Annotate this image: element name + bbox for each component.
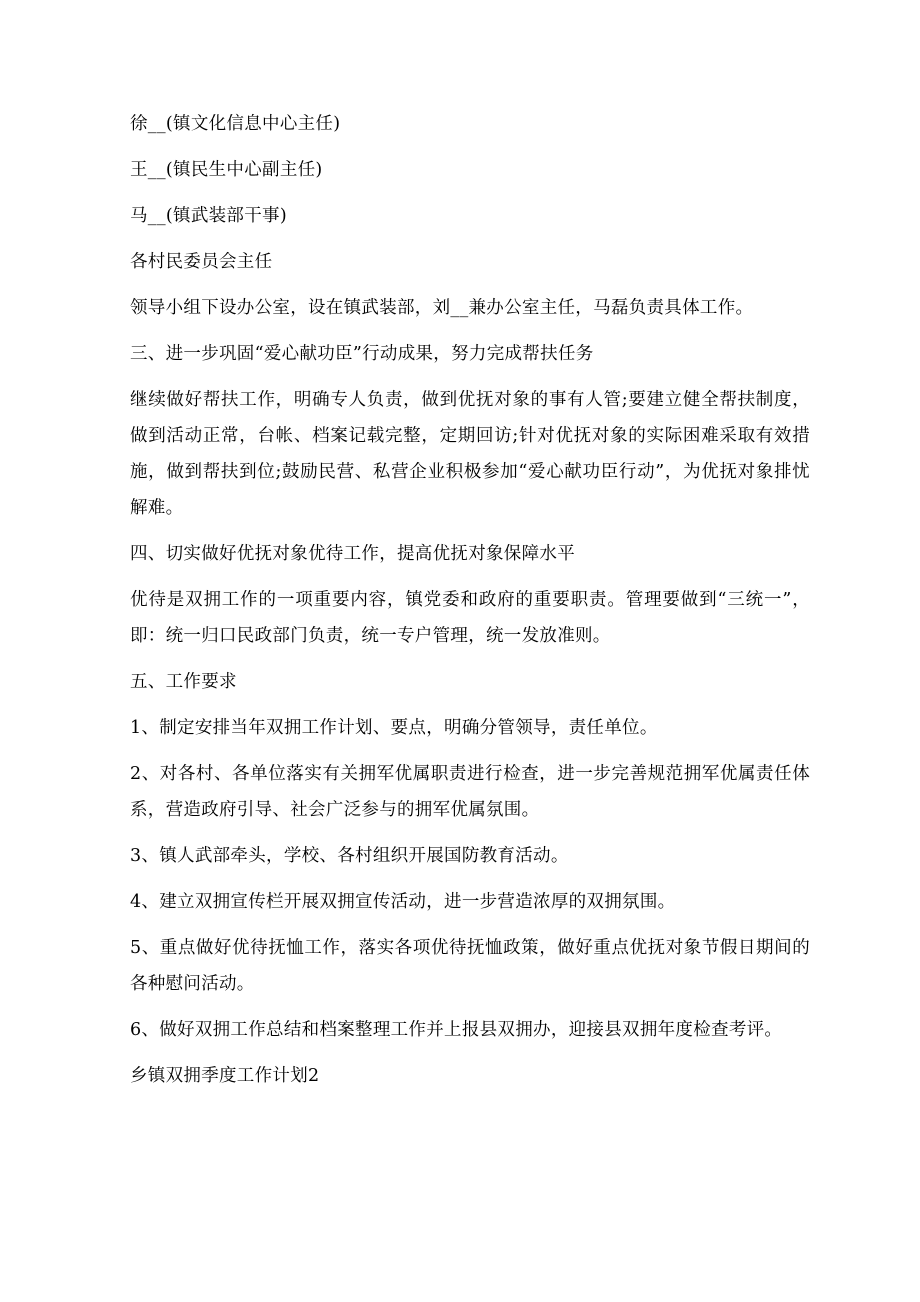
- member-ma: 马__(镇武装部干事): [130, 206, 287, 226]
- member-xu: 徐__(镇文化信息中心主任): [130, 114, 341, 134]
- requirement-item-2: 2、对各村、各单位落实有关拥军优属职责进行检查，进一步完善规范拥军优属责任体系，营造政府引导、社会广泛参与的拥军优属氛围。: [130, 764, 810, 820]
- requirement-item-3: 3、镇人武部牵头，学校、各村组织开展国防教育活动。: [130, 846, 569, 866]
- document-body: [130, 106, 810, 1094]
- next-plan-title: 乡镇双拥季度工作计划2: [130, 1066, 320, 1086]
- section-3-body: 继续做好帮扶工作，明确专人负责，做到优抚对象的事有人管;要建立健全帮扶制度，做到活动正常，台帐、档案记载完整，定期回访;针对优抚对象的实际困难采取有效措施，做到帮扶到位;鼓励民营、私营企业积极参加“爱心献功臣行动”，为优抚对象排忧解难。: [130, 390, 810, 518]
- requirement-item-4: 4、建立双拥宣传栏开展双拥宣传活动，进一步营造浓厚的双拥氛围。: [130, 892, 676, 912]
- member-village-directors: 各村民委员会主任: [130, 252, 273, 272]
- section-heading-3: 三、进一步巩固“爱心献功臣”行动成果，努力完成帮扶任务: [130, 344, 594, 364]
- section-heading-4: 四、切实做好优抚对象优待工作，提高优抚对象保障水平: [130, 544, 575, 564]
- section-4-body: 优待是双拥工作的一项重要内容，镇党委和政府的重要职责。管理要做到“三统一”，即：统一归口民政部门负责，统一专户管理，统一发放准则。: [130, 590, 810, 646]
- requirement-item-5: 5、重点做好优待抚恤工作，落实各项优待抚恤政策，做好重点优抚对象节假日期间的各种慰问活动。: [130, 938, 810, 994]
- requirement-item-1: 1、制定安排当年双拥工作计划、要点，明确分管领导，责任单位。: [130, 718, 658, 738]
- office-setup-paragraph: 领导小组下设办公室，设在镇武装部，刘__兼办公室主任，马磊负责具体工作。: [130, 298, 754, 318]
- member-wang: 王__(镇民生中心副主任): [130, 160, 323, 180]
- section-heading-5: 五、工作要求: [130, 672, 237, 692]
- requirement-item-6: 6、做好双拥工作总结和档案整理工作并上报县双拥办，迎接县双拥年度检查考评。: [130, 1020, 783, 1040]
